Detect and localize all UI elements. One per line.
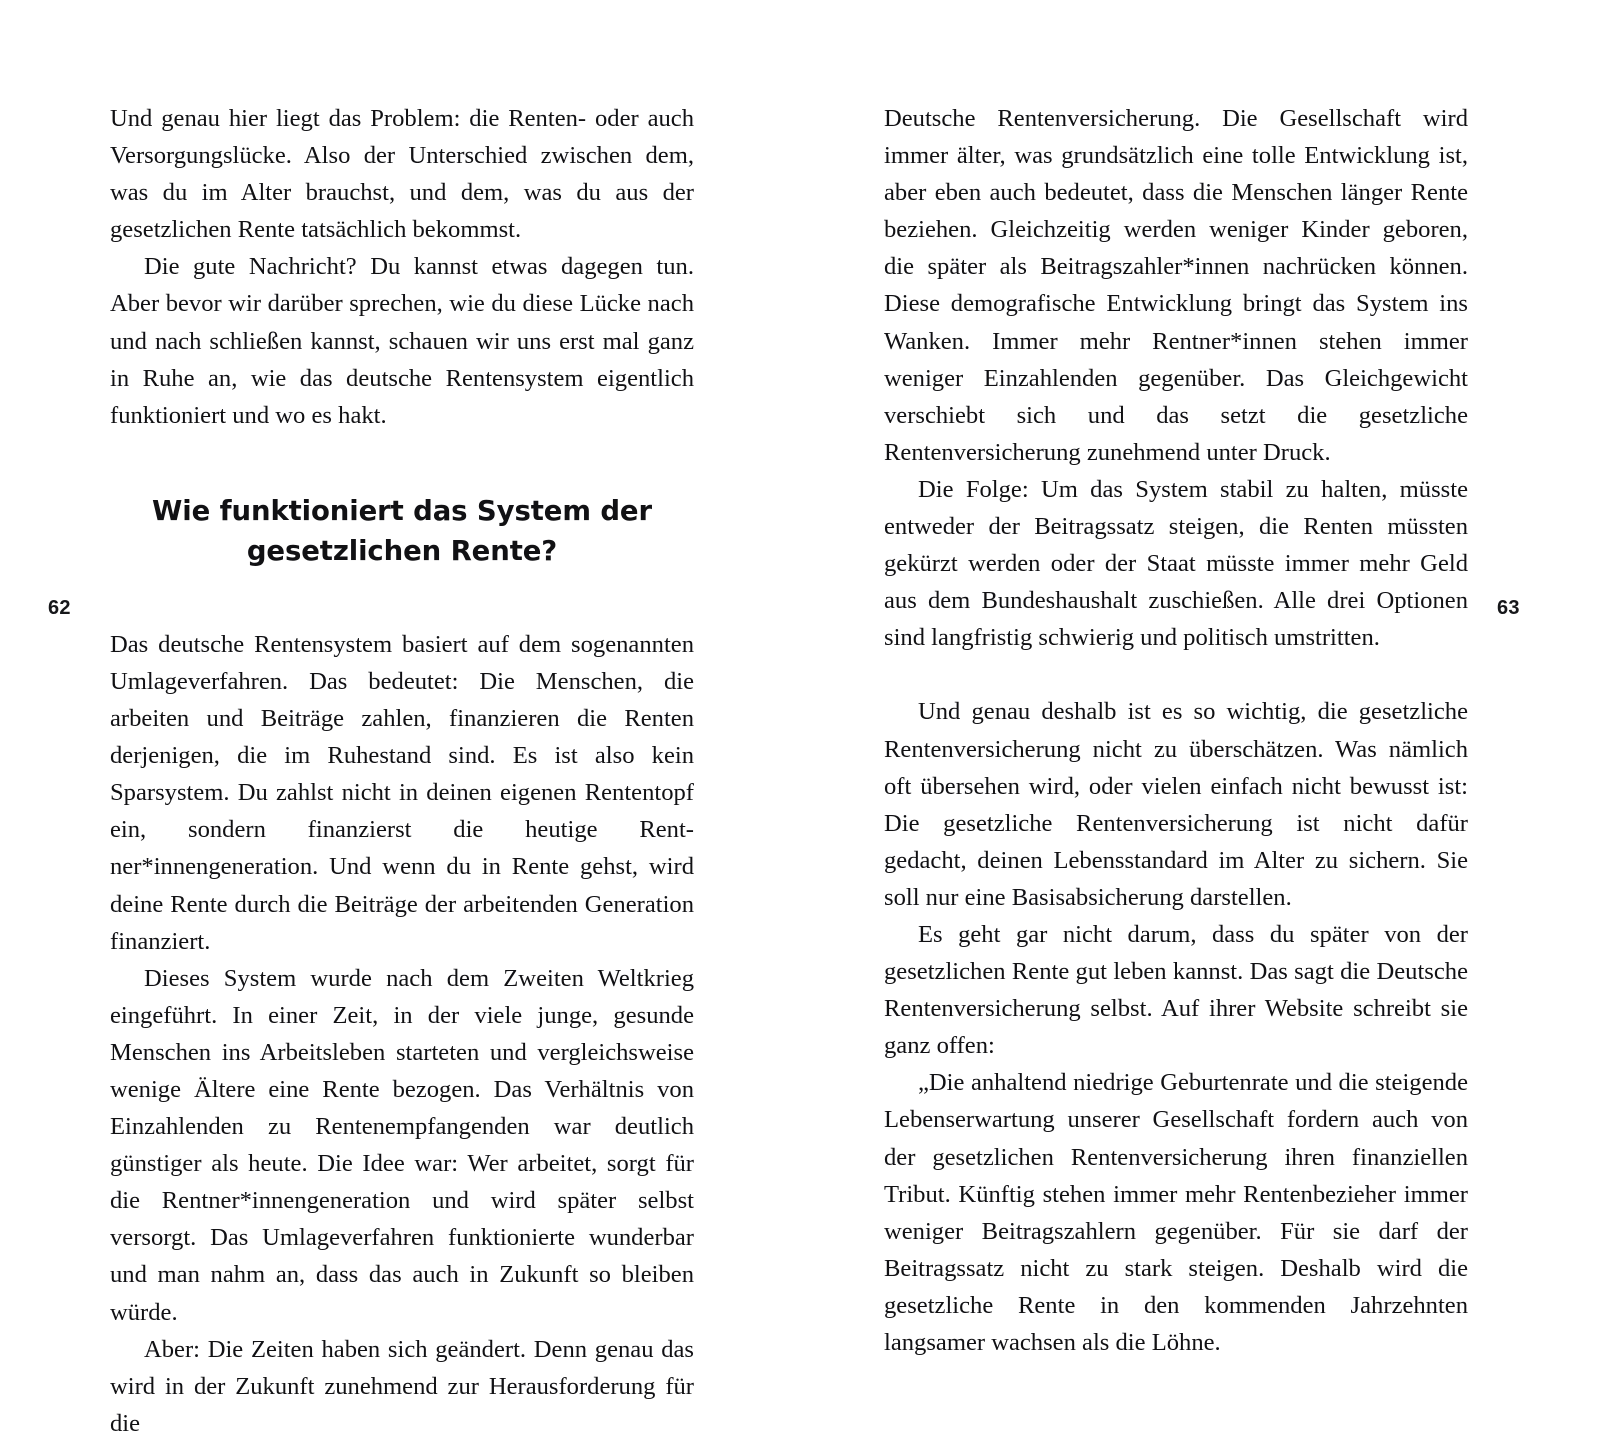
- section-heading-line-2: gesetzlichen Rente?: [246, 534, 558, 567]
- right-page-text-column: [884, 100, 1468, 1361]
- left-page-text-column: [110, 100, 694, 1442]
- page-number-left: 62: [48, 597, 71, 619]
- paragraph: Die Folge: Um das System stabil zu halten, müsste entweder der Beitragssatz steigen, die Renten müssten gekürzt werden oder der Staat müsste immer mehr Geld aus dem Bundeshaushalt zuschießen. Alle drei Optionen sind langfristig schwierig und politisch umstritten.: [884, 475, 1468, 652]
- paragraph: Dieses System wurde nach dem Zweiten Weltkrieg eingeführt. In einer Zeit, in der viele junge, gesunde Menschen ins Arbeitsleben starteten und vergleichsweise wenige Ältere eine Rente bezogen. Das Verhältnis von Einzahlenden zu Rentenempfangenden war deutlich günstiger als heute. Die Idee war: Wer arbeitet, sorgt für die Rentner*innengeneration und wird später selbst versorgt. Das Umlageverfahren funktionierte wunderbar und man nahm an, dass das auch in Zukunft so bleiben würde.: [110, 964, 694, 1326]
- paragraph: Aber: Die Zeiten haben sich geändert. Denn genau das wird in der Zukunft zunehmend zur Herausforderung für die: [110, 1335, 694, 1437]
- section-heading-block: [110, 491, 694, 571]
- paragraph: Deutsche Rentenversicherung. Die Gesellschaft wird immer älter, was grundsätzlich eine tolle Entwicklung ist, aber eben auch bedeutet, dass die Menschen länger Rente beziehen. Gleichzeitig werden weniger Kinder geboren, die später als Beitragszahler*innen nachrücken können. Diese demografische Entwicklung bringt das System ins Wanken. Immer mehr Rentner*innen stehen immer weniger Einzahlenden gegenüber. Das Gleichgewicht verschiebt sich und das setzt die gesetzliche Rentenversicherung zunehmend unter Druck.: [884, 105, 1468, 466]
- paragraph: Das deutsche Rentensystem basiert auf dem sogenannten Umlageverfahren. Das bedeutet: Die Menschen, die arbeiten und Beiträge zahlen, finanzieren die Renten derjenigen, die im Ruhestand sind. Es ist also kein Sparsystem. Du zahlst nicht in deinen eigenen Rententopf ein, sondern finanzierst die heutige Rentner*innengeneration. Und wenn du in Rente gehst, wird deine Rente durch die Beiträge der arbeitenden Generation finanziert.: [110, 630, 694, 955]
- paragraph: Und genau deshalb ist es so wichtig, die gesetzliche Rentenversicherung nicht zu überschätzen. Was nämlich oft übersehen wird, oder vielen einfach nicht bewusst ist: Die gesetzliche Rentenversicherung ist nicht dafür gedacht, deinen Lebensstandard im Alter zu sichern. Sie soll nur eine Basisabsicherung darstellen.: [884, 698, 1468, 911]
- paragraph: Die gute Nachricht? Du kannst etwas dagegen tun. Aber bevor wir darüber sprechen, wie du diese Lücke nach und nach schließen kannst, schauen wir uns erst mal ganz in Ruhe an, wie das deutsche Rentensystem eigentlich funktioniert und wo es hakt.: [110, 253, 694, 429]
- section-heading-line-1: Wie funktioniert das System der: [152, 494, 652, 527]
- paragraph: Es geht gar nicht darum, dass du später von der gesetzlichen Rente gut leben kannst. Das sagt die Deutsche Rentenversicherung selbst. Auf ihrer Website schreibt sie ganz offen:: [884, 920, 1468, 1060]
- blockquote-paragraph: „Die anhaltend niedrige Geburtenrate und die steigende Lebenserwartung unserer Gesellschaft fordern auch von der gesetzlichen Rentenversicherung ihren finanziellen Tribut. Künftig stehen immer mehr Rentenbezieher immer weniger Beitragszahlern gegenüber. Für sie darf der Beitragssatz nicht zu stark steigen. Deshalb wird die gesetzliche Rente in den kommenden Jahrzehnten langsamer wachsen als die Löhne.: [884, 1069, 1468, 1356]
- paragraph: Und genau hier liegt das Problem: die Renten- oder auch Versorgungslücke. Also der Unterschied zwischen dem, was du im Alter brauchst, und dem, was du aus der gesetzlichen Rente tatsächlich bekommst.: [110, 105, 694, 244]
- page-number-right: 63: [1497, 597, 1520, 619]
